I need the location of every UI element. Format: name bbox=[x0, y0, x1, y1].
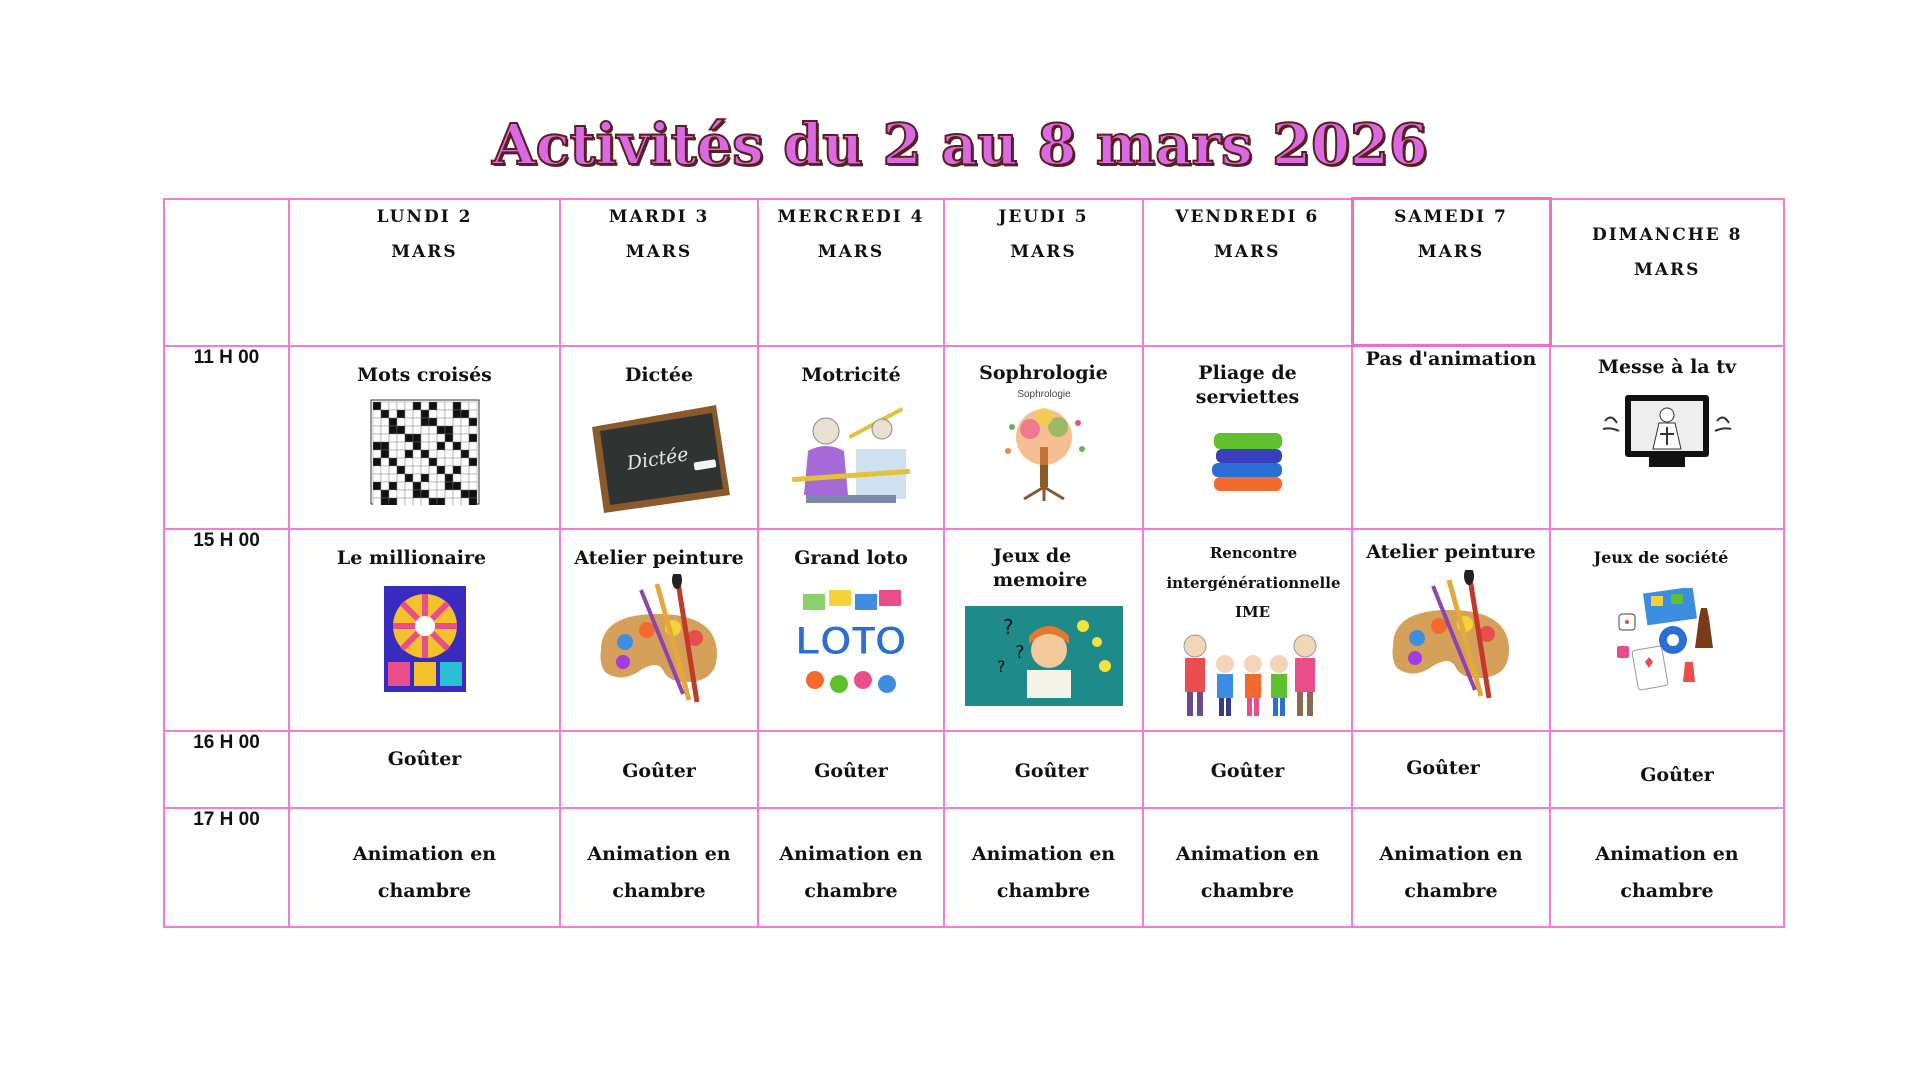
row-16h bbox=[164, 731, 1784, 808]
animation-label: Animation en bbox=[779, 842, 923, 865]
animation-cell bbox=[1143, 808, 1352, 927]
snack-cell bbox=[560, 731, 758, 808]
animation-label: Animation en bbox=[1175, 842, 1320, 865]
snack-cell bbox=[1352, 731, 1550, 808]
palette-icon bbox=[591, 574, 727, 708]
activity-label: Motricité bbox=[801, 363, 901, 386]
day-header-monday: LUNDI 2 MARS bbox=[289, 199, 560, 346]
activity-label: Grand loto bbox=[794, 546, 908, 569]
activity-cell bbox=[944, 529, 1143, 731]
corner-cell bbox=[164, 199, 289, 346]
loto-icon bbox=[793, 588, 909, 700]
snack-label: Goûter bbox=[387, 747, 462, 770]
tv-icon bbox=[1597, 391, 1737, 475]
family-icon bbox=[1173, 628, 1323, 720]
day-header-wednesday: MERCREDI 4 MARS bbox=[758, 199, 944, 346]
exercise-icon bbox=[786, 399, 916, 511]
time-label: 11 H 00 bbox=[164, 346, 289, 529]
activity-label: Rencontre intergénérationnelle bbox=[1166, 543, 1341, 592]
activity-cell bbox=[1143, 346, 1352, 529]
pic-caption: Sophrologie bbox=[1016, 388, 1071, 400]
snack-cell bbox=[944, 731, 1143, 808]
pic-caption: LOTO bbox=[795, 618, 907, 663]
activity-cell bbox=[560, 346, 758, 529]
row-15h bbox=[164, 529, 1784, 731]
snack-cell bbox=[1143, 731, 1352, 808]
snack-label: Goûter bbox=[814, 759, 888, 782]
activity-label: Pas d'animation bbox=[1365, 348, 1537, 370]
snack-label: Goûter bbox=[1640, 763, 1714, 786]
animation-cell bbox=[1550, 808, 1784, 927]
animation-label: Animation en bbox=[352, 842, 497, 865]
animation-label: chambre bbox=[1404, 879, 1498, 902]
activity-label: Atelier peinture bbox=[574, 546, 744, 569]
activity-label: Sophrologie bbox=[979, 361, 1108, 384]
activity-label: Jeux de société bbox=[1593, 547, 1729, 567]
activity-label: Jeux de memoire bbox=[993, 544, 1088, 591]
animation-cell bbox=[944, 808, 1143, 927]
activity-cell bbox=[1550, 529, 1784, 731]
snack-label: Goûter bbox=[1014, 759, 1089, 782]
activity-cell bbox=[758, 346, 944, 529]
activity-cell bbox=[1352, 529, 1550, 731]
day-header-saturday: SAMEDI 7 MARS bbox=[1352, 199, 1550, 346]
day-header-tuesday: MARDI 3 MARS bbox=[560, 199, 758, 346]
lottery-ticket-icon bbox=[384, 586, 466, 692]
crossword-icon bbox=[370, 399, 480, 505]
towels-icon bbox=[1208, 425, 1288, 497]
activity-cell bbox=[289, 346, 560, 529]
animation-label: chambre bbox=[612, 879, 706, 902]
activity-sublabel: IME bbox=[1234, 602, 1271, 621]
animation-label: Animation en bbox=[971, 842, 1116, 865]
svg-text:?: ? bbox=[1014, 641, 1025, 663]
palette-icon bbox=[1383, 570, 1519, 704]
time-label: 17 H 00 bbox=[164, 808, 289, 927]
day-header-sunday: DIMANCHE 8 MARS bbox=[1550, 199, 1784, 346]
animation-cell bbox=[758, 808, 944, 927]
activity-label: Le millionaire bbox=[336, 546, 487, 569]
animation-cell bbox=[1352, 808, 1550, 927]
chalkboard-icon bbox=[584, 399, 734, 515]
tree-icon bbox=[994, 387, 1094, 505]
activity-cell bbox=[1352, 346, 1550, 529]
activity-label: Dictée bbox=[624, 363, 694, 386]
snack-label: Goûter bbox=[1210, 759, 1285, 782]
activity-label: Pliage de serviettes bbox=[1195, 361, 1300, 408]
snack-label: Goûter bbox=[622, 759, 696, 782]
animation-label: chambre bbox=[1200, 879, 1295, 902]
animation-label: Animation en bbox=[587, 842, 731, 865]
animation-label: chambre bbox=[804, 879, 898, 902]
day-header-thursday: JEUDI 5 MARS bbox=[944, 199, 1143, 346]
activity-label: Messe à la tv bbox=[1597, 355, 1737, 378]
svg-text:?: ? bbox=[996, 656, 1005, 676]
page-title: Activités du 2 au 8 mars 2026 bbox=[492, 112, 1428, 178]
svg-text:?: ? bbox=[1002, 614, 1014, 639]
memory-icon bbox=[965, 606, 1123, 706]
activity-cell bbox=[1143, 529, 1352, 731]
row-11h bbox=[164, 346, 1784, 529]
snack-label: Goûter bbox=[1406, 756, 1480, 779]
board-games-icon bbox=[1615, 588, 1719, 694]
activity-label: Mots croisés bbox=[357, 363, 492, 386]
animation-label: chambre bbox=[1620, 879, 1714, 902]
animation-cell bbox=[289, 808, 560, 927]
animation-label: Animation en bbox=[1379, 842, 1523, 865]
time-label: 15 H 00 bbox=[164, 529, 289, 731]
animation-label: Animation en bbox=[1595, 842, 1739, 865]
schedule-table bbox=[163, 197, 1785, 928]
row-17h bbox=[164, 808, 1784, 927]
activity-cell bbox=[1550, 346, 1784, 529]
activity-cell bbox=[944, 346, 1143, 529]
snack-cell bbox=[758, 731, 944, 808]
activity-cell bbox=[758, 529, 944, 731]
activity-cell bbox=[560, 529, 758, 731]
snack-cell bbox=[289, 731, 560, 808]
time-label: 16 H 00 bbox=[164, 731, 289, 808]
animation-label: chambre bbox=[996, 879, 1091, 902]
animation-label: chambre bbox=[377, 879, 472, 902]
header-row bbox=[164, 199, 1784, 346]
activity-cell bbox=[289, 529, 560, 731]
day-header-friday: VENDREDI 6 MARS bbox=[1143, 199, 1352, 346]
snack-cell bbox=[1550, 731, 1784, 808]
activity-label: Atelier peinture bbox=[1366, 540, 1536, 563]
board-text: Dictée bbox=[625, 442, 691, 475]
animation-cell bbox=[560, 808, 758, 927]
